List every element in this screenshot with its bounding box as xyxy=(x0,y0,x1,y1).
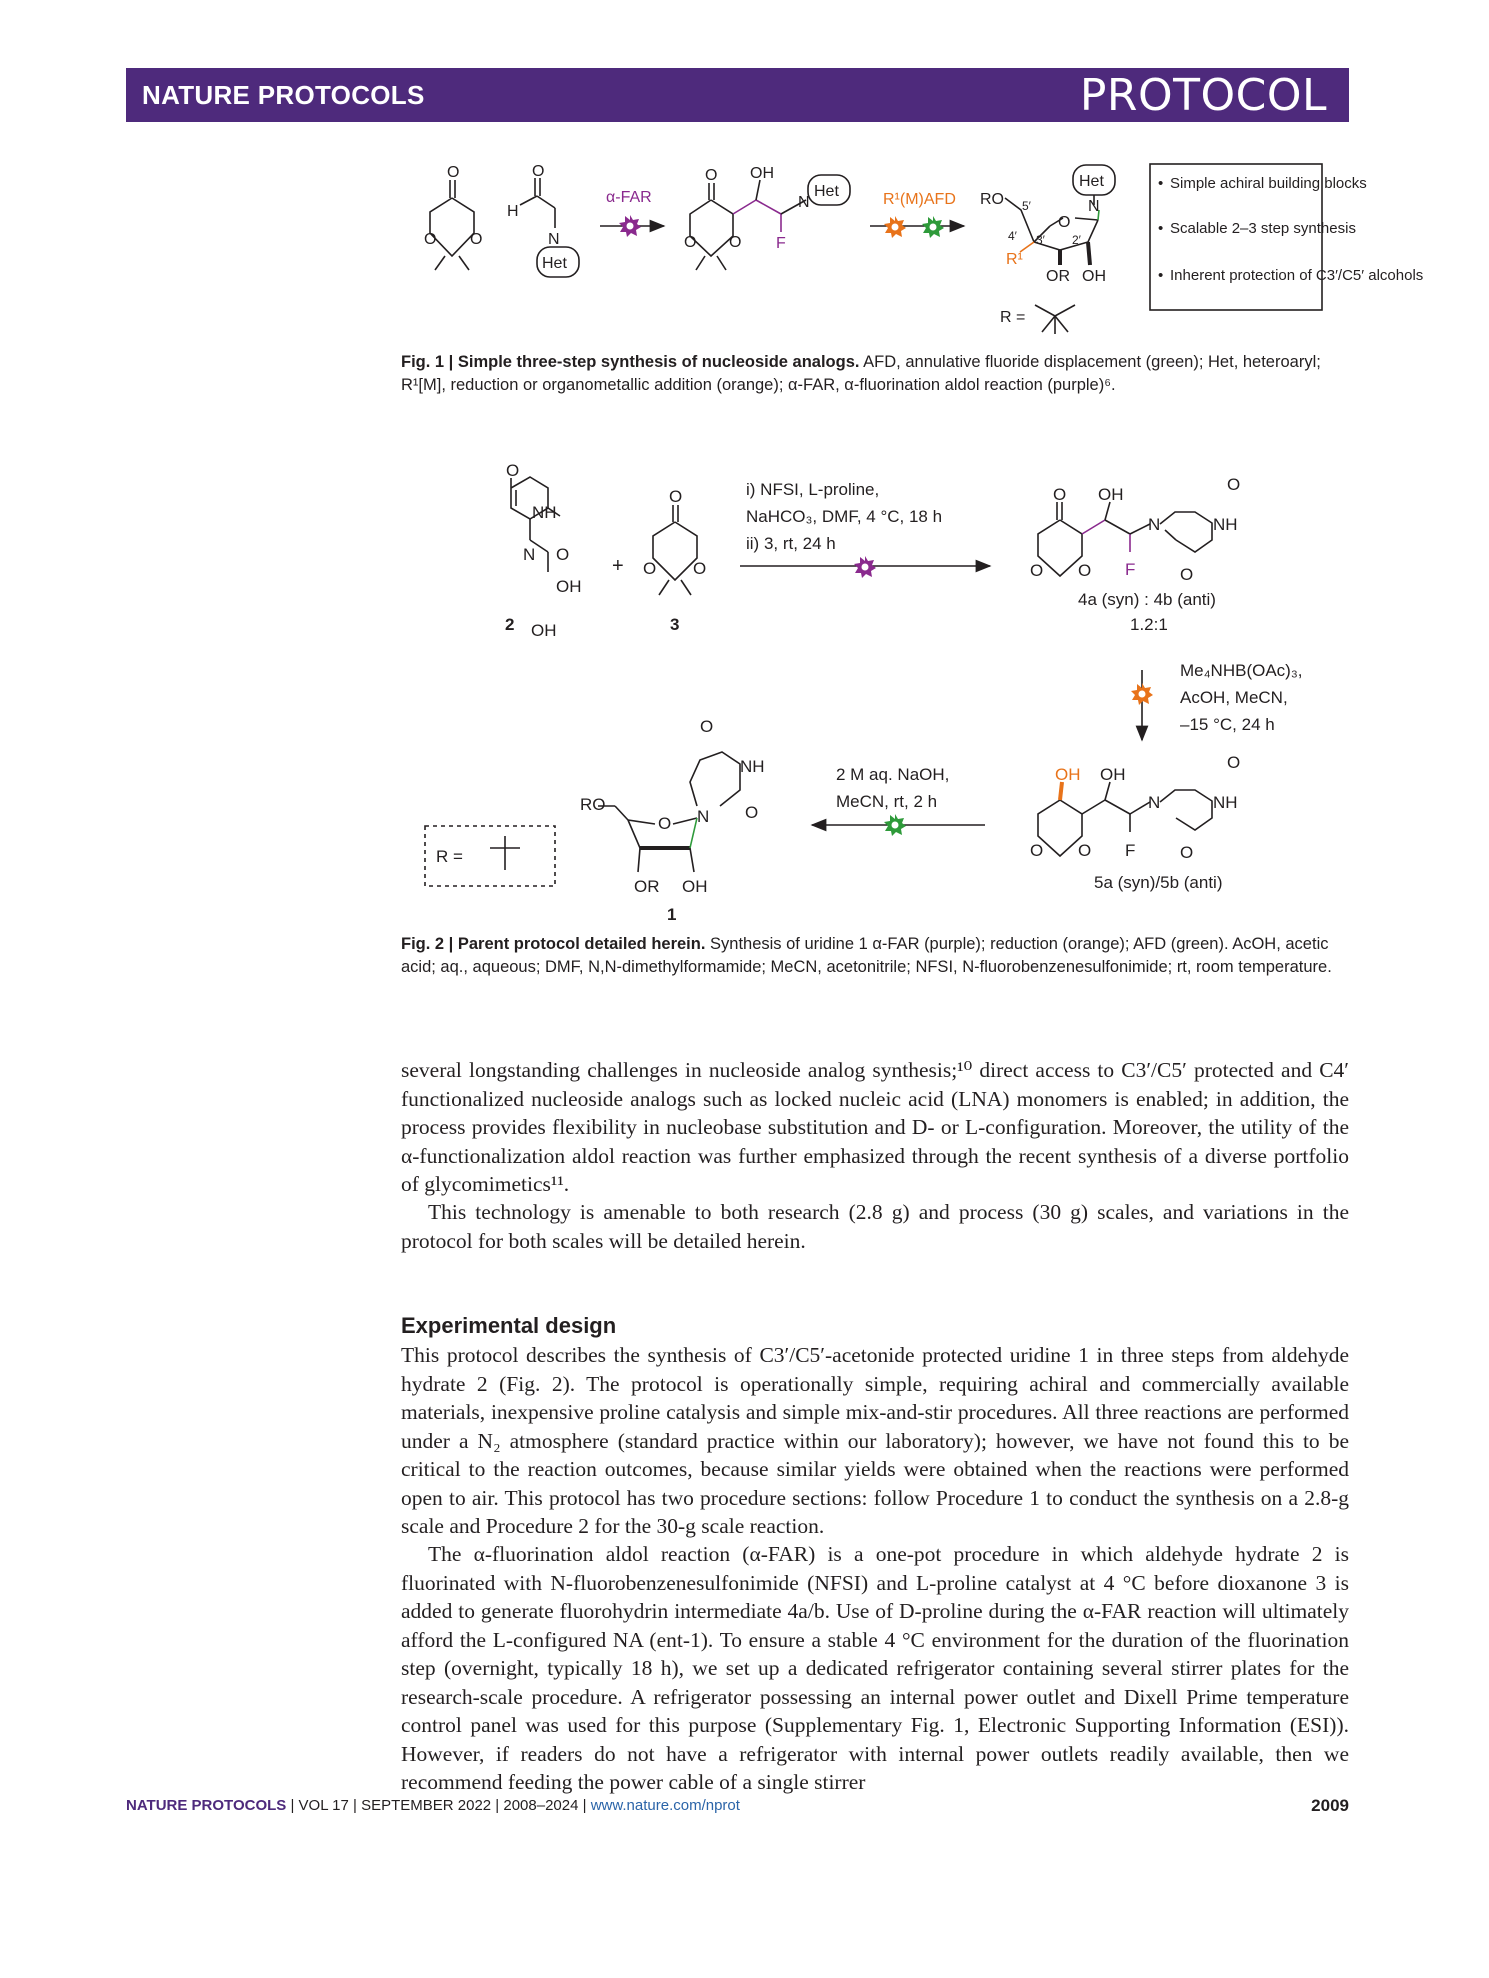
step3-line2: MeCN, rt, 2 h xyxy=(836,792,938,811)
fig2-caption xyxy=(401,933,1349,979)
atom-n: N xyxy=(548,231,560,248)
fig2-orange-gear-icon xyxy=(1131,683,1153,705)
atom-n: N xyxy=(523,545,536,564)
atom-o: O xyxy=(1180,565,1194,584)
step1-line1: i) NFSI, L-proline, xyxy=(746,480,880,499)
oh-label: OH xyxy=(682,877,708,896)
fluorine: F xyxy=(1125,560,1136,579)
atom-o: O xyxy=(700,717,714,736)
fluorine: F xyxy=(1125,841,1136,860)
fig2-compound-3 xyxy=(653,505,697,595)
body-paragraph-3: This protocol describes the synthesis of C3′/C5′-acetonide protected uridine 1 in three steps from aldehyde hydrate 2 (Fig. 2). The protocol is operationally simple, requiring achiral and commercially available materials, inexpensive proline catalysis and simple mix-and-stir procedures. All three reactions are performed under a N₂ atmosphere (standard practice within our laboratory); however, we have not found this to be critical to the reaction outcomes, because similar yields were obtained when the reactions were performed open to air. This protocol has two procedure sections: follow Procedure 1 to conduct the synthesis on a 2.8-g scale and Procedure 2 for the 30-g scale reaction. xyxy=(401,1343,1349,1538)
body-paragraph-2: This technology is amenable to both research (2.8 g) and process (30 g) scales, and variations in the protocol for both scales will be detailed herein. xyxy=(401,1200,1349,1253)
atom-o: O xyxy=(424,231,437,248)
atom-o: O xyxy=(1078,561,1092,580)
c3-label: 3′ xyxy=(1036,233,1045,247)
atom-o: O xyxy=(532,163,545,180)
svg-text:•: • xyxy=(1158,220,1164,237)
oh-label: OH xyxy=(531,621,557,640)
article-type: PROTOCOL xyxy=(1079,70,1327,121)
section-heading: Experimental design xyxy=(401,1313,617,1338)
r-definition: R = xyxy=(436,847,463,866)
het-label: Het xyxy=(542,255,567,272)
ratio-label: 1.2:1 xyxy=(1130,615,1168,634)
journal-name: NATURE PROTOCOLS xyxy=(142,80,425,110)
atom-n: N xyxy=(1088,198,1100,215)
oh-label: OH xyxy=(556,577,582,596)
oh-label: OH xyxy=(1082,268,1106,285)
or-label: OR xyxy=(634,877,660,896)
atom-o: O xyxy=(684,234,697,251)
bullet-3: Inherent protection of C3′/C5′ alcohols xyxy=(1170,267,1424,284)
fig1-green-gear-icon xyxy=(922,216,944,238)
nh-label: NH xyxy=(532,503,557,522)
atom-o: O xyxy=(693,559,707,578)
nh-label: NH xyxy=(740,757,765,776)
compound-2-label: 2 xyxy=(505,615,515,634)
fig2-compound-1 xyxy=(598,752,740,872)
hydroxyl: OH xyxy=(750,165,774,182)
body-paragraph-4: The α-fluorination aldol reaction (α-FAR) is a one-pot procedure in which aldehyde hydrate 2 is fluorinated with N-fluorobenzenesulfonimide (NFSI) and L-proline catalyst at 4 °C before dioxanone 3 is added to generate fluorohydrin intermediate 4a/b. Use of D-proline during the α-FAR reaction will ultimately afford the L-configured NA (ent-1). To ensure a stable 4 °C environment for the duration of the fluorination step (overnight, typically 18 h), we set up a dedicated refrigerator containing several stirrer plates for the research-scale procedure. A refrigerator possessing an internal power outlet and Dixell Prime temperature control panel was used for this purpose (Supplementary Fig. 1, Electronic Supporting Information (ESI)). However, if readers do not have a refrigerator with internal power outlets readily available, then we recommend feeding the power cable of a single stirrer xyxy=(401,1542,1349,1794)
het-label: Het xyxy=(814,183,839,200)
svg-text:•: • xyxy=(1158,175,1164,192)
atom-n: N xyxy=(1148,793,1161,812)
oh-label: OH xyxy=(1098,485,1124,504)
product-5-label: 5a (syn)/5b (anti) xyxy=(1094,873,1223,892)
atom-o: O xyxy=(669,487,683,506)
ring-oxygen: O xyxy=(658,814,672,833)
step2-line3: –15 °C, 24 h xyxy=(1180,715,1275,734)
atom-o: O xyxy=(506,461,520,480)
atom-o: O xyxy=(1227,753,1241,772)
arrow1-label: α-FAR xyxy=(606,189,652,206)
fig2-compound-2 xyxy=(511,477,560,572)
step3-line1: 2 M aq. NaOH, xyxy=(836,765,950,784)
atom-o: O xyxy=(1078,841,1092,860)
fig1-caption-text: AFD, annulative fluoride displacement (green); Het, heteroaryl; R¹[M], reduction or organometallic addition (orange); α-FAR, α-fluorination aldol reaction (purple)⁶. xyxy=(401,353,1321,394)
bullet-2: Scalable 2–3 step synthesis xyxy=(1170,220,1356,237)
fig2-caption-label: Fig. 2 | Parent protocol detailed herein. xyxy=(401,935,706,953)
fig1-caption-label: Fig. 1 | Simple three-step synthesis of nucleoside analogs. xyxy=(401,353,860,371)
page-number: 2009 xyxy=(1311,1796,1349,1815)
nh-label: NH xyxy=(1213,515,1238,534)
compound-1-label: 1 xyxy=(667,905,677,924)
fig1-orange-gear-icon xyxy=(884,216,906,238)
svg-text:•: • xyxy=(1158,267,1164,284)
c5-label: 5′ xyxy=(1022,199,1031,213)
step2-line2: AcOH, MeCN, xyxy=(1180,688,1288,707)
step1-line3: ii) 3, rt, 24 h xyxy=(746,534,836,553)
oh-label: OH xyxy=(1100,765,1126,784)
fig1-bullets xyxy=(1158,175,1423,284)
atom-o: O xyxy=(1030,561,1044,580)
atom-o: O xyxy=(705,167,718,184)
het-label: Het xyxy=(1079,173,1104,190)
ro-label: RO xyxy=(980,191,1004,208)
fig1-labels xyxy=(424,163,1106,326)
atom-n: N xyxy=(697,807,710,826)
fig2-labels xyxy=(436,461,1302,924)
atom-o: O xyxy=(1053,485,1067,504)
step1-line2: NaHCO₃, DMF, 4 °C, 18 h xyxy=(746,507,943,526)
atom-n: N xyxy=(1148,515,1161,534)
fig2-green-gear-icon xyxy=(884,814,906,836)
footer-url[interactable]: www.nature.com/nprot xyxy=(590,1797,740,1814)
orange-oh-label: OH xyxy=(1055,765,1081,784)
c4-label: 4′ xyxy=(1008,229,1017,243)
atom-o: O xyxy=(556,545,570,564)
fig1-dioxanone xyxy=(430,180,474,270)
c2-label: 2′ xyxy=(1072,233,1081,247)
page-footer: NATURE PROTOCOLS | VOL 17 | SEPTEMBER 2022 | 2008–2024 | www.nature.com/nprot xyxy=(126,1797,740,1814)
atom-h: H xyxy=(507,203,519,220)
atom-n: N xyxy=(798,194,810,211)
fig1-caption xyxy=(401,351,1349,397)
atom-o: O xyxy=(470,231,483,248)
atom-o: O xyxy=(643,559,657,578)
r-definition: R = xyxy=(1000,309,1026,326)
body-paragraph-1: several longstanding challenges in nucleoside analog synthesis;¹⁰ direct access to C3′/C5′ protected and C4′ functionalized nucleoside analogs such as locked nucleic acid (LNA) monomers is enabled; in addition, the process provides flexibility in nucleobase substitution and D- or L-configuration. Moreover, the utility of the α-functionalization aldol reaction was further emphasized through the recent synthesis of a diverse portfolio of glycomimetics¹¹. xyxy=(401,1058,1349,1196)
atom-o: O xyxy=(729,234,742,251)
r1-label: R¹ xyxy=(1006,251,1023,268)
bullet-1: Simple achiral building blocks xyxy=(1170,175,1367,192)
atom-o: O xyxy=(1030,841,1044,860)
or-label: OR xyxy=(1046,268,1070,285)
step2-line1: Me₄NHB(OAc)₃, xyxy=(1180,661,1303,680)
compound-3-label: 3 xyxy=(670,615,680,634)
ro-label: RO xyxy=(580,795,606,814)
nh-label: NH xyxy=(1213,793,1238,812)
ring-oxygen: O xyxy=(1058,214,1071,231)
atom-o: O xyxy=(1227,475,1241,494)
arrow2-label: R¹(M)AFD xyxy=(883,191,956,208)
footer-details: VOL 17 | SEPTEMBER 2022 | 2008–2024 | xyxy=(298,1797,587,1814)
fluorine: F xyxy=(776,235,786,252)
product-4-label: 4a (syn) : 4b (anti) xyxy=(1078,590,1216,609)
atom-o: O xyxy=(447,164,460,181)
footer-journal: NATURE PROTOCOLS xyxy=(126,1797,287,1814)
fig2-caption-text: Synthesis of uridine 1 α-FAR (purple); reduction (orange); AFD (green). AcOH, acetic acid; aq., aqueous; DMF, N,N-dimethylformamide; MeCN, acetonitrile; NFSI, N-fluorobenzenesulfonimide; rt, room temperature. xyxy=(401,935,1332,976)
atom-o: O xyxy=(745,803,759,822)
atom-o: O xyxy=(1180,843,1194,862)
fig1-purple-gear-icon xyxy=(619,215,641,237)
plus-sign: + xyxy=(612,555,624,577)
fig2-purple-gear-icon xyxy=(854,556,876,578)
